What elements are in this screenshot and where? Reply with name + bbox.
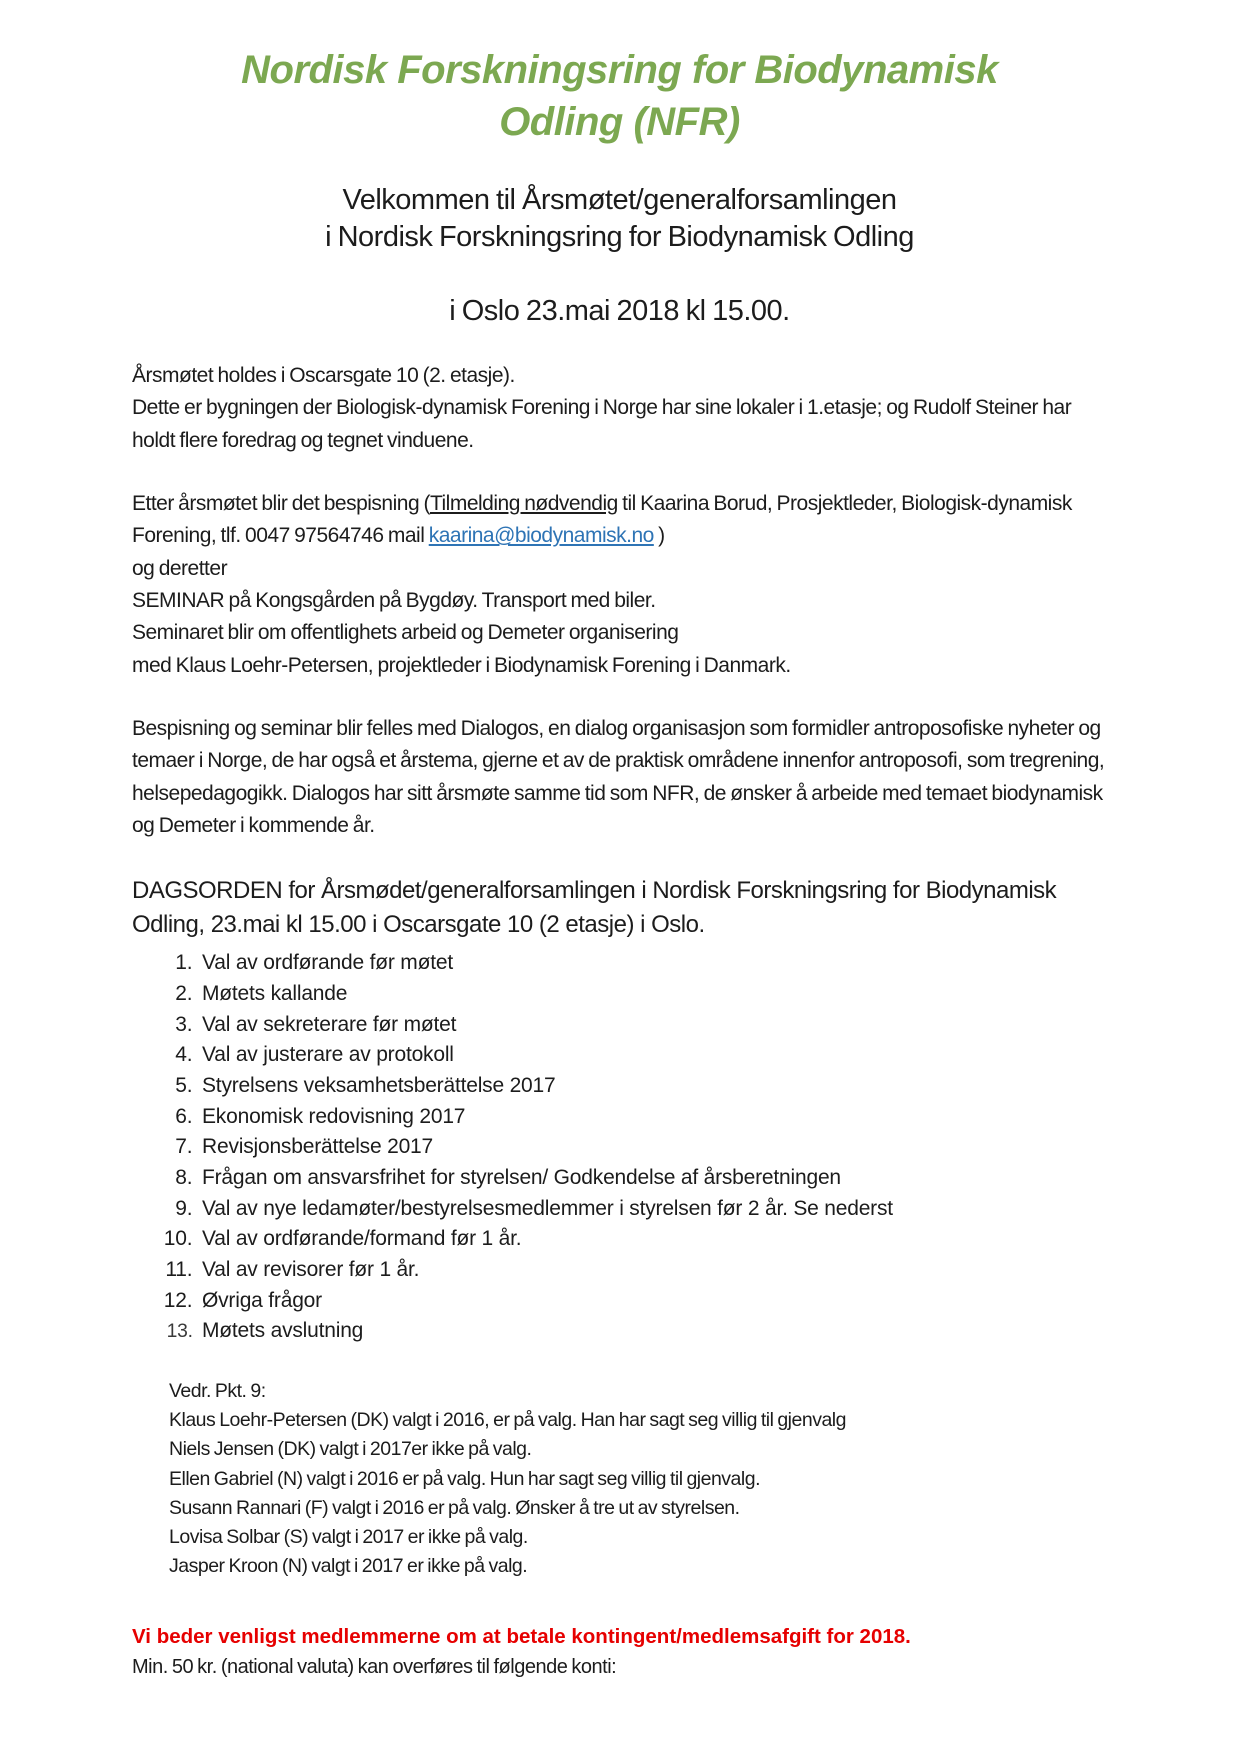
invite-text-mid: til Kaarina Borud, Prosjektleder, Biologisk-dynamisk Forening, tlf. 0047 97564746 mail <box>132 492 1072 548</box>
point9-line-5: Lovisa Solbar (S) valgt i 2017 er ikke på valg. <box>169 1526 528 1549</box>
agenda-item-13: 13. Møtets avslutning <box>198 1316 1107 1347</box>
invite-line-seminar2: Seminaret blir om offentlighets arbeid og Demeter organisering <box>132 621 679 645</box>
agenda-item-2: 2. Møtets kallande <box>198 979 1107 1010</box>
document-title-line1: Nordisk Forskningsring for Biodynamisk <box>241 48 998 92</box>
signup-required-note: Tilmelding nødvendig <box>429 492 618 515</box>
agenda-item-12: 12. Øvriga frågor <box>198 1286 1107 1317</box>
invite-line-seminar3: med Klaus Loehr-Petersen, projektleder i Biodynamisk Forening i Danmark. <box>132 653 791 677</box>
payment-alert-line: Vi beder venligst medlemmerne om at betale kontingent/medlemsafgift for 2018. <box>132 1624 911 1648</box>
agenda-item-7: 7. Revisjonsberättelse 2017 <box>198 1132 1107 1163</box>
agenda-item-9: 9. Val av nye ledamøter/bestyrelsesmedlemmer i styrelsen før 2 år. Se nederst <box>198 1194 1107 1225</box>
location-line2: Dette er bygningen der Biologisk-dynamisk Forening i Norge har sine lokaler i 1.etasje; og Rudolf Steiner har holdt flere foredrag og tegnet vinduene. <box>132 396 1072 452</box>
welcome-line1: Velkommen til Årsmøtet/generalforsamlingen <box>342 184 897 216</box>
agenda-list <box>132 948 1107 1347</box>
point9-line-6: Jasper Kroon (N) valgt i 2017 er ikke på valg. <box>169 1555 528 1578</box>
document-title <box>132 44 1107 148</box>
payment-info-line: Min. 50 kr. (national valuta) kan overføres til følgende konti: <box>132 1656 617 1679</box>
agenda-item-11: 11. Val av revisorer før 1 år. <box>198 1255 1107 1286</box>
meeting-date-line: i Oslo 23.mai 2018 kl 15.00. <box>449 295 790 328</box>
agenda-heading: DAGSORDEN for Årsmødet/generalforsamlingen i Nordisk Forskningsring for Biodynamisk Odling, 23.mai kl 15.00 i Oscarsgate 10 (2 etasje) i Oslo. <box>132 877 1057 939</box>
document-title-line2: Odling (NFR) <box>499 100 740 144</box>
agenda-item-4: 4. Val av justerare av protokoll <box>198 1040 1107 1071</box>
point9-details <box>169 1377 1107 1582</box>
welcome-heading <box>132 182 1107 256</box>
location-line1: Årsmøtet holdes i Oscarsgate 10 (2. etasje). <box>132 364 515 388</box>
point9-line-1: Klaus Loehr-Petersen (DK) valgt i 2016, er på valg. Han har sagt seg villig til gjenvalg <box>169 1409 846 1432</box>
point9-heading: Vedr. Pkt. 9: <box>169 1379 266 1402</box>
location-paragraph <box>132 360 1107 457</box>
point9-line-4: Susann Rannari (F) valgt i 2016 er på valg. Ønsker å tre ut av styrelsen. <box>169 1496 740 1519</box>
invite-paragraph <box>132 488 1107 682</box>
invite-line-deretter: og deretter <box>132 556 228 580</box>
agenda-item-1: 1. Val av ordførande før møtet <box>198 948 1107 979</box>
agenda-item-6: 6. Ekonomisk redovisning 2017 <box>198 1102 1107 1133</box>
payment-section <box>132 1622 1107 1683</box>
invite-line-seminar: SEMINAR på Kongsgården på Bygdøy. Transport med biler. <box>132 588 656 612</box>
invite-text-post: ) <box>653 524 665 548</box>
agenda-item-3: 3. Val av sekreterare før møtet <box>198 1010 1107 1041</box>
agenda-item-5: 5. Styrelsens veksamhetsberättelse 2017 <box>198 1071 1107 1102</box>
point9-line-3: Ellen Gabriel (N) valgt i 2016 er på valg. Hun har sagt seg villig til gjenvalg. <box>169 1467 760 1490</box>
agenda-item-8: 8. Frågan om ansvarsfrihet for styrelsen/ Godkendelse af årsberetningen <box>198 1163 1107 1194</box>
email-link[interactable]: kaarina@biodynamisk.no <box>428 524 654 548</box>
welcome-line2: i Nordisk Forskningsring for Biodynamisk Odling <box>325 221 914 254</box>
point9-line-2: Niels Jensen (DK) valgt i 2017er ikke på valg. <box>169 1438 532 1461</box>
agenda-item-10: 10. Val av ordførande/formand før 1 år. <box>198 1224 1107 1255</box>
dialogos-paragraph: Bespisning og seminar blir felles med Dialogos, en dialog organisasjon som formidler antroposofiske nyheter og temaer i Norge, de har også et årstema, gjerne et av de praktisk områdene innenfor antroposofi, som tregrening, helsepedagogikk. Dialogos har sitt årsmøte samme tid som NFR, de ønsker å arbeide med temaet biodynamisk og Demeter i kommende år. <box>132 716 1105 837</box>
invite-text-pre: Etter årsmøtet blir det bespisning ( <box>132 492 430 515</box>
